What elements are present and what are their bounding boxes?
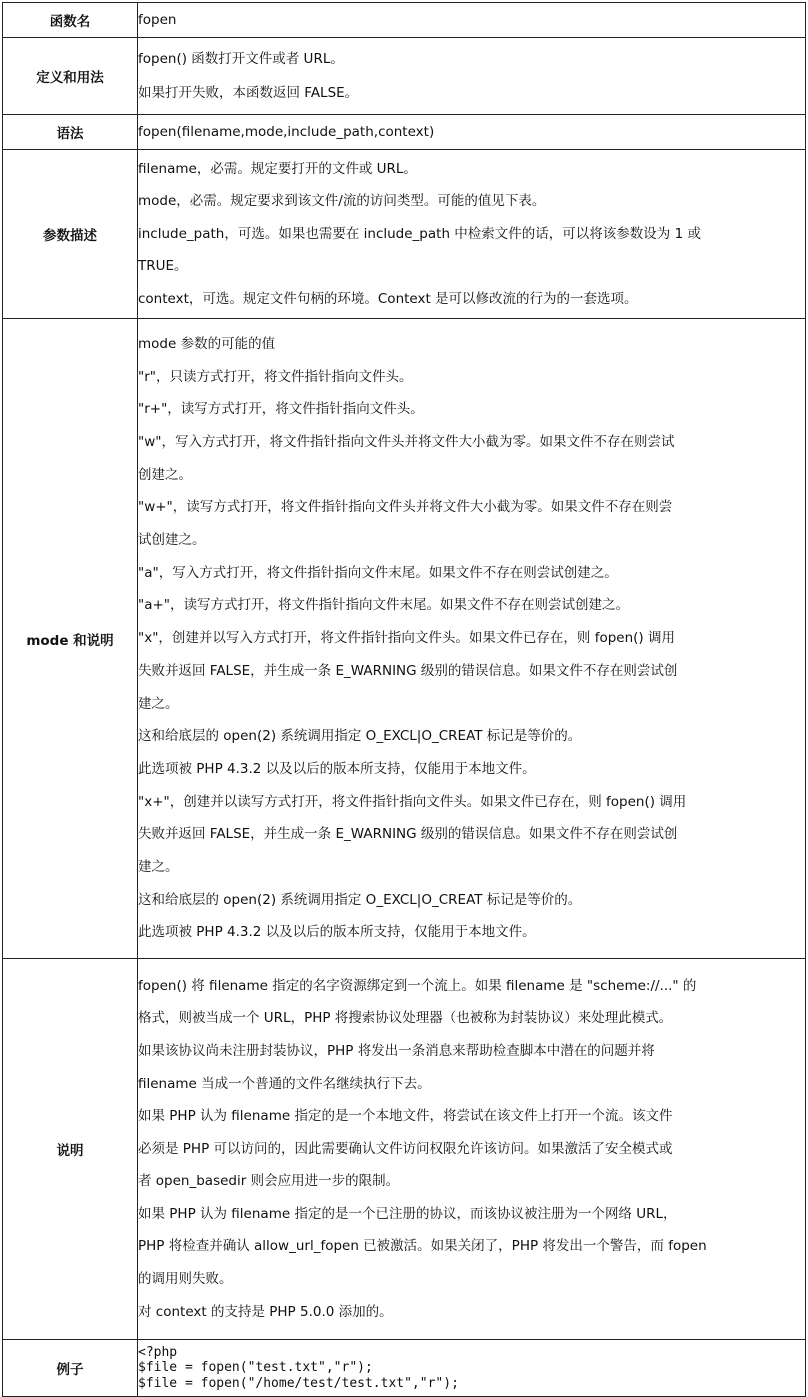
function-name-content	[138, 3, 806, 38]
description-content	[138, 959, 806, 1340]
description-line: PHP 将检查并确认 allow_url_fopen 已被激活。如果关闭了，PHP 将发出一个警告，而 fopen	[138, 1238, 707, 1255]
description-line: filename 当成一个普通的文件名继续执行下去。	[138, 1075, 431, 1092]
row-syntax	[3, 115, 806, 150]
mode-description-line: 建之。	[138, 695, 179, 712]
mode-description-line: "x+"，创建并以读写方式打开，将文件指针指向文件头。如果文件已存在，则 fopen() 调用	[138, 793, 687, 810]
row-description	[3, 959, 806, 1340]
row-definition	[3, 38, 806, 115]
mode-description-line: 失败并返回 FALSE，并生成一条 E_WARNING 级别的错误信息。如果文件不存在则尝试创	[138, 826, 678, 843]
definition-content	[138, 38, 806, 115]
description-line: 如果 PHP 认为 filename 指定的是一个本地文件，将尝试在该文件上打开一个流。该文件	[138, 1108, 673, 1125]
mode-description-label: mode 和说明	[3, 319, 138, 959]
description-line: 必须是 PHP 可以访问的，因此需要确认文件访问权限允许该访问。如果激活了安全模式或	[138, 1140, 673, 1157]
description-line: 者 open_basedir 则会应用进一步的限制。	[138, 1173, 400, 1190]
syntax-label: 语法	[3, 115, 138, 150]
syntax-line: fopen(filename,mode,include_path,context)	[138, 124, 435, 140]
description-line: 如果 PHP 认为 filename 指定的是一个已注册的协议，而该协议被注册为一个网络 URL，	[138, 1205, 677, 1222]
definition-label: 定义和用法	[3, 38, 138, 115]
mode-description-line: "w+"，读写方式打开，将文件指针指向文件头并将文件大小截为零。如果文件不存在则尝	[138, 499, 673, 516]
row-parameters	[3, 150, 806, 319]
mode-description-line: 试创建之。	[138, 532, 206, 549]
description-line: 如果该协议尚未注册封装协议，PHP 将发出一条消息来帮助检查脚本中潜在的问题并将	[138, 1042, 655, 1059]
example-label: 例子	[3, 1340, 138, 1397]
mode-description-line: "x"，创建并以写入方式打开，将文件指针指向文件头。如果文件已存在，则 fopen() 调用	[138, 630, 675, 647]
parameters-line: TRUE。	[138, 258, 188, 275]
mode-description-line: 这和给底层的 open(2) 系统调用指定 O_EXCL|O_CREAT 标记是等价的。	[138, 728, 582, 745]
mode-description-line: 创建之。	[138, 466, 192, 483]
description-line: fopen() 将 filename 指定的名字资源绑定到一个流上。如果 filename 是 "scheme://..." 的	[138, 977, 697, 994]
mode-description-line: mode 参数的可能的值	[138, 335, 276, 352]
parameters-label: 参数描述	[3, 150, 138, 319]
definition-line: fopen() 函数打开文件或者 URL。	[138, 51, 344, 67]
example-line: <?php	[138, 1344, 178, 1360]
parameters-content	[138, 150, 806, 319]
row-function-name	[3, 3, 806, 38]
function-name-line: fopen	[138, 12, 177, 28]
mode-description-line: "r+"，读写方式打开，将文件指针指向文件头。	[138, 401, 424, 418]
example-line: $file = fopen("test.txt","r");	[138, 1360, 373, 1376]
parameters-line: filename，必需。规定要打开的文件或 URL。	[138, 160, 417, 177]
mode-description-content	[138, 319, 806, 959]
description-line: 格式，则被当成一个 URL，PHP 将搜索协议处理器（也被称为封装协议）来处理此模式。	[138, 1010, 673, 1027]
row-mode-description	[3, 319, 806, 959]
syntax-content	[138, 115, 806, 150]
mode-description-line: 失败并返回 FALSE，并生成一条 E_WARNING 级别的错误信息。如果文件不存在则尝试创	[138, 662, 678, 679]
parameters-line: mode，必需。规定要求到该文件/流的访问类型。可能的值见下表。	[138, 193, 546, 210]
function-name-label: 函数名	[3, 3, 138, 38]
mode-description-line: "w"，写入方式打开，将文件指针指向文件头并将文件大小截为零。如果文件不存在则尝试	[138, 434, 675, 451]
mode-description-line: 这和给底层的 open(2) 系统调用指定 O_EXCL|O_CREAT 标记是等价的。	[138, 891, 582, 908]
description-label: 说明	[3, 959, 138, 1340]
mode-description-line: 建之。	[138, 858, 179, 875]
parameters-line: include_path，可选。如果也需要在 include_path 中检索文件的话，可以将该参数设为 1 或	[138, 225, 701, 242]
mode-description-line: "a"，写入方式打开，将文件指针指向文件末尾。如果文件不存在则尝试创建之。	[138, 564, 618, 581]
mode-description-line: 此选项被 PHP 4.3.2 以及以后的版本所支持，仅能用于本地文件。	[138, 760, 536, 777]
parameters-line: context，可选。规定文件句柄的环境。Context 是可以修改流的行为的一套选项。	[138, 290, 638, 307]
mode-description-line: "r"，只读方式打开，将文件指针指向文件头。	[138, 368, 413, 385]
mode-description-line: "a+"，读写方式打开，将文件指针指向文件末尾。如果文件不存在则尝试创建之。	[138, 597, 630, 614]
description-line: 对 context 的支持是 PHP 5.0.0 添加的。	[138, 1303, 393, 1320]
example-line: $file = fopen("/home/test/test.txt","r");	[138, 1375, 459, 1391]
fopen-reference-table	[2, 2, 806, 1397]
description-line: 的调用则失败。	[138, 1271, 233, 1288]
definition-line: 如果打开失败，本函数返回 FALSE。	[138, 85, 359, 101]
mode-description-line: 此选项被 PHP 4.3.2 以及以后的版本所支持，仅能用于本地文件。	[138, 924, 536, 941]
